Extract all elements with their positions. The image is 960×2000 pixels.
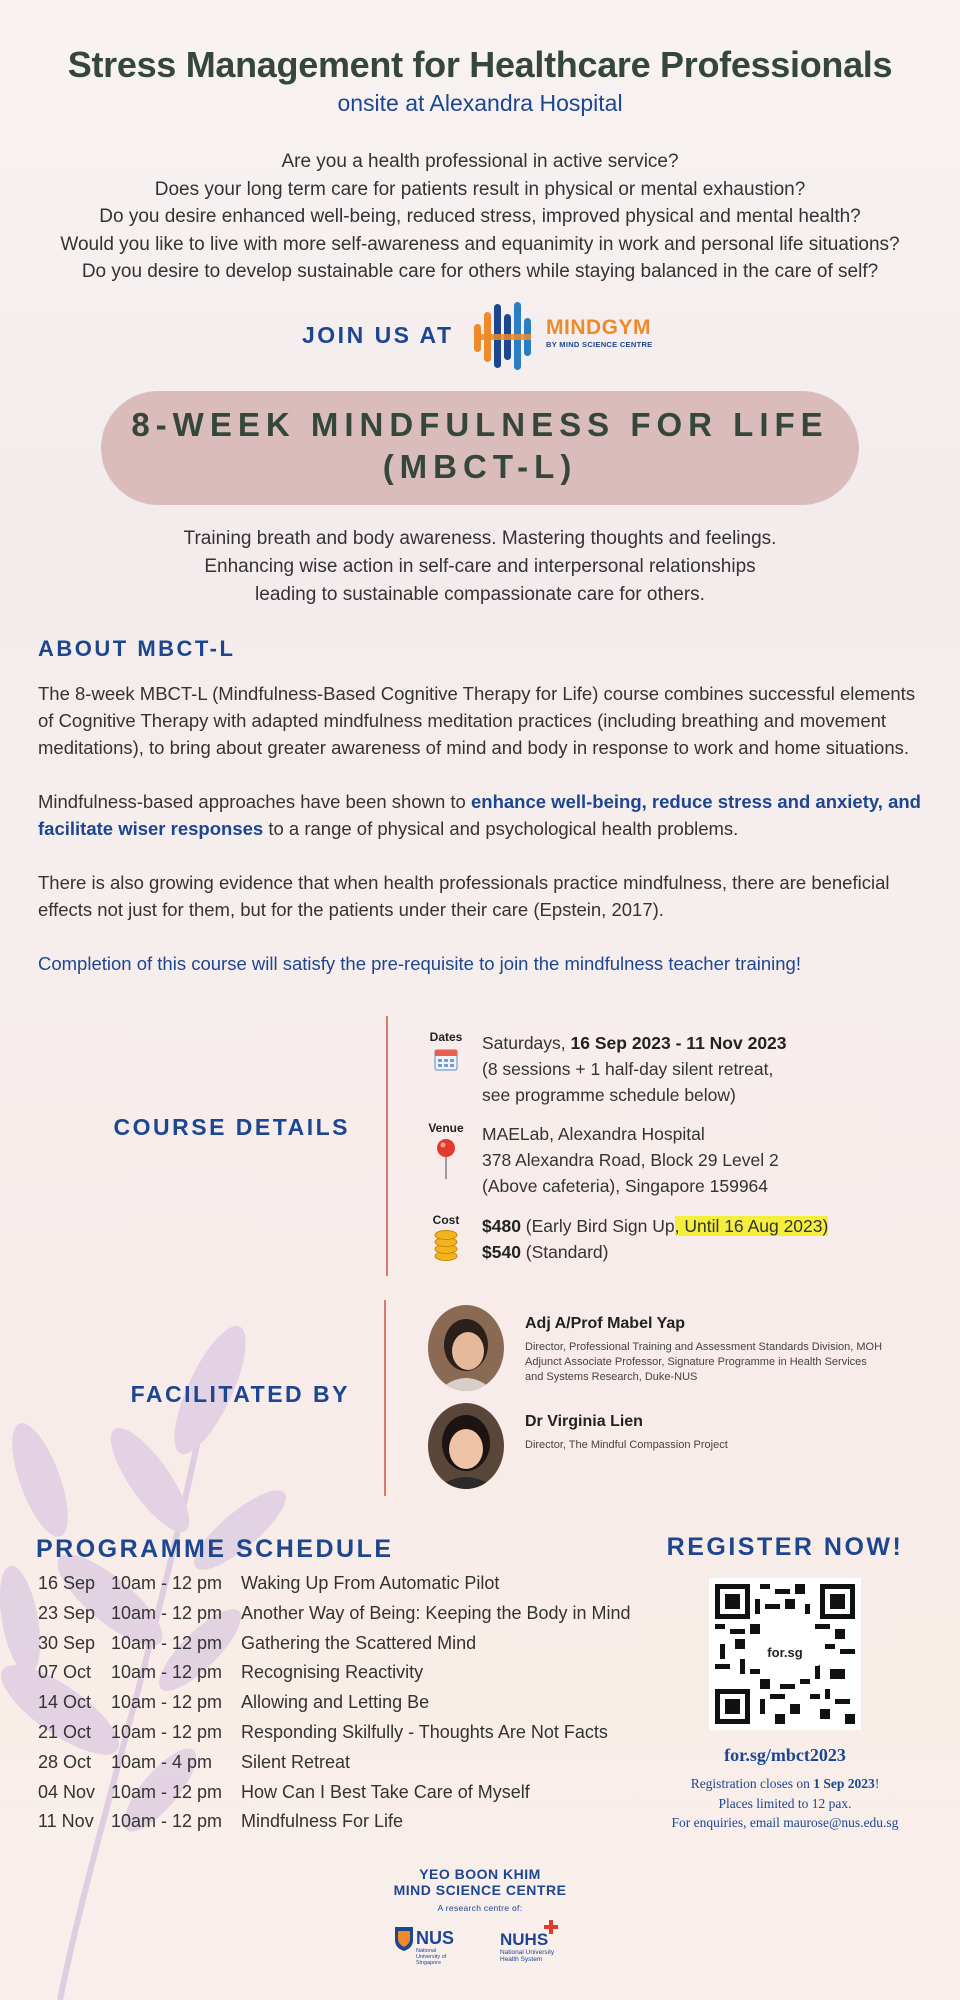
qr-badge: for.sg <box>749 1640 821 1666</box>
schedule-title: Silent Retreat <box>241 1751 351 1772</box>
about-heading: ABOUT MBCT-L <box>38 636 236 661</box>
dates-line3: see programme schedule below) <box>482 1085 736 1105</box>
about-paragraph-2 <box>38 788 928 842</box>
schedule-time: 10am - 12 pm <box>111 1662 223 1683</box>
about-body <box>38 680 928 1004</box>
nuhs-name: NUHS <box>500 1930 549 1949</box>
table-row <box>38 1658 658 1688</box>
question-line: Would you like to live with more self-awareness and equanimity in work and personal life situations? <box>60 233 900 255</box>
mindgym-logo <box>474 300 654 372</box>
map-pin-icon <box>434 1137 458 1181</box>
schedule-title: Gathering the Scattered Mind <box>241 1632 477 1653</box>
about-paragraph-1: The 8-week MBCT-L (Mindfulness-Based Cognitive Therapy for Life) course combines successful elements of Cognitive Therapy with adapted mindfulness meditation practices (including breathing and movement meditations), to bring about greater awareness of mind and body in response to work and home situations. <box>38 683 916 758</box>
about-paragraph-4: Completion of this course will satisfy the pre-requisite to join the mindfulness teacher training! <box>38 953 801 974</box>
tagline-line: Training breath and body awareness. Mastering thoughts and feelings. <box>183 528 777 549</box>
schedule-title: Waking Up From Automatic Pilot <box>241 1573 500 1593</box>
schedule-time: 10am - 12 pm <box>111 1811 223 1832</box>
schedule-table <box>38 1569 658 1837</box>
course-details-heading: COURSE DETAILS <box>113 1114 350 1140</box>
cost-early-line <box>482 1213 902 1239</box>
nus-name: NUS <box>416 1928 455 1948</box>
registration-qr-code[interactable] <box>709 1578 861 1730</box>
course-title-banner <box>101 391 859 505</box>
schedule-time: 10am - 12 pm <box>111 1721 223 1742</box>
schedule-title: Allowing and Letting Be <box>241 1692 430 1713</box>
schedule-time: 10am - 12 pm <box>111 1632 223 1653</box>
facilitator-card <box>428 1305 928 1395</box>
schedule-date: 21 Oct <box>38 1721 92 1742</box>
divider-line <box>386 1016 388 1276</box>
table-row <box>38 1778 658 1808</box>
schedule-date: 11 Nov <box>38 1811 94 1832</box>
schedule-date: 23 Sep <box>38 1602 96 1623</box>
schedule-time: 10am - 12 pm <box>111 1602 223 1623</box>
schedule-title: Recognising Reactivity <box>241 1662 424 1683</box>
dates-row <box>425 1030 905 1110</box>
schedule-time: 10am - 12 pm <box>111 1692 223 1713</box>
registration-closes <box>640 1774 930 1794</box>
cost-row <box>425 1213 905 1273</box>
table-row <box>38 1748 658 1778</box>
cost-label: Cost <box>432 1213 460 1227</box>
early-deadline-highlight: , Until 16 Aug 2023) <box>674 1216 829 1236</box>
registration-link[interactable]: for.sg/mbct2023 <box>724 1745 846 1765</box>
registration-places: Places limited to 12 pax. <box>718 1795 852 1811</box>
schedule-date: 16 Sep <box>38 1573 96 1593</box>
questions-block <box>0 148 960 286</box>
closes-text: Registration closes on <box>690 1776 814 1791</box>
avatar <box>428 1403 504 1489</box>
schedule-date: 04 Nov <box>38 1781 96 1802</box>
facilitator-name: Adj A/Prof Mabel Yap <box>525 1315 686 1332</box>
early-price: $480 <box>482 1216 521 1236</box>
nus-crest-icon <box>394 1926 414 1952</box>
footer-research-of: A research centre of: <box>437 1903 523 1913</box>
about-p2-text-end: to a range of physical and psychological health problems. <box>263 818 739 839</box>
schedule-title: Another Way of Being: Keeping the Body in Mind <box>241 1602 631 1623</box>
schedule-title: Mindfulness For Life <box>241 1811 404 1832</box>
table-row <box>38 1718 658 1748</box>
table-row <box>38 1629 658 1659</box>
dates-prefix: Saturdays, <box>482 1033 571 1053</box>
registration-info <box>640 1774 930 1833</box>
schedule-date: 28 Oct <box>38 1751 92 1772</box>
about-paragraph-3: There is also growing evidence that when health professionals practice mindfulness, there are beneficial effects not just for them, but for the patients under their care (Epstein, 2017). <box>38 872 890 920</box>
venue-label: Venue <box>428 1121 464 1135</box>
registration-enquiries: For enquiries, email maurose@nus.edu.sg <box>671 1815 899 1830</box>
schedule-title: How Can I Best Take Care of Myself <box>241 1781 530 1802</box>
avatar <box>428 1305 504 1391</box>
facilitated-by-heading: FACILITATED BY <box>130 1381 350 1407</box>
schedule-time: 10am - 4 pm <box>111 1751 213 1772</box>
nus-subtitle: National University of Singapore <box>416 1948 447 1966</box>
dates-range: 16 Sep 2023 - 11 Nov 2023 <box>570 1033 787 1053</box>
early-text: (Early Bird Sign Up <box>520 1216 675 1236</box>
facilitator-desc-line: and Systems Research, Duke-NUS <box>525 1371 698 1383</box>
closes-suffix: ! <box>874 1776 880 1791</box>
facilitator-desc-line: Director, Professional Training and Assessment Standards Division, MOH <box>525 1341 883 1353</box>
nuhs-cross-icon <box>544 1920 558 1934</box>
facilitator-desc <box>525 1340 925 1385</box>
schedule-title: Responding Skilfully - Thoughts Are Not Facts <box>241 1721 608 1742</box>
venue-row <box>425 1121 905 1201</box>
join-row <box>0 300 960 372</box>
programme-schedule-heading: PROGRAMME SCHEDULE <box>36 1535 394 1563</box>
question-line: Do you desire to develop sustainable care for others while staying balanced in the care of self? <box>81 261 879 282</box>
facilitator-name: Dr Virginia Lien <box>525 1413 643 1430</box>
tagline <box>0 525 960 609</box>
tagline-line: leading to sustainable compassionate care for others. <box>255 584 705 605</box>
register-heading: REGISTER NOW! <box>666 1533 904 1561</box>
schedule-date: 30 Sep <box>38 1632 96 1653</box>
logo-name: MINDGYM <box>546 316 651 339</box>
table-row <box>38 1688 658 1718</box>
calendar-icon <box>433 1046 459 1072</box>
about-p2-text: Mindfulness-based approaches have been shown to <box>38 791 471 812</box>
cost-standard-line <box>482 1239 902 1265</box>
tagline-line: Enhancing wise action in self-care and interpersonal relationships <box>204 556 756 577</box>
footer-org-line1: YEO BOON KHIM <box>419 1866 541 1882</box>
dates-label: Dates <box>429 1030 463 1044</box>
join-text: JOIN US AT <box>302 322 454 348</box>
facilitator-card <box>428 1403 928 1493</box>
table-row <box>38 1807 658 1837</box>
mindgym-bars-icon <box>474 300 540 372</box>
facilitator-desc <box>525 1438 925 1453</box>
course-title-line1: 8-WEEK MINDFULNESS FOR LIFE <box>131 406 829 443</box>
question-line: Does your long term care for patients result in physical or mental exhaustion? <box>154 178 806 200</box>
standard-price: $540 <box>482 1242 521 1262</box>
logo-subtitle: BY MIND SCIENCE CENTRE <box>546 340 653 349</box>
venue-line2: 378 Alexandra Road, Block 29 Level 2 <box>482 1150 779 1170</box>
table-row <box>38 1599 658 1629</box>
schedule-date: 07 Oct <box>38 1662 92 1683</box>
partner-logos <box>394 1920 574 1966</box>
page-subtitle: onsite at Alexandra Hospital <box>337 90 623 116</box>
venue-line3: (Above cafeteria), Singapore 159964 <box>482 1176 769 1196</box>
about-p2-highlight: enhance well-being, reduce stress and anxiety, and facilitate wiser responses <box>38 791 921 839</box>
closes-date: 1 Sep 2023 <box>813 1776 875 1791</box>
divider-line <box>384 1300 386 1496</box>
footer-org-line2: MIND SCIENCE CENTRE <box>393 1882 567 1898</box>
facilitator-desc-line: Director, The Mindful Compassion Project <box>525 1439 728 1451</box>
schedule-date: 14 Oct <box>38 1692 92 1713</box>
table-row <box>38 1569 658 1599</box>
dates-line1 <box>482 1030 902 1056</box>
page-title: Stress Management for Healthcare Professionals <box>67 44 893 85</box>
venue-line1: MAELab, Alexandra Hospital <box>482 1124 705 1144</box>
question-line: Do you desire enhanced well-being, reduced stress, improved physical and mental health? <box>99 206 861 227</box>
standard-text: (Standard) <box>520 1242 609 1262</box>
nuhs-subtitle: National University Health System <box>500 1949 555 1963</box>
schedule-time: 10am - 12 pm <box>111 1573 223 1593</box>
question-line: Are you a health professional in active service? <box>281 151 679 172</box>
facilitator-desc-line: Adjunct Associate Professor, Signature Programme in Health Services <box>525 1356 867 1368</box>
dates-line2: (8 sessions + 1 half-day silent retreat, <box>482 1059 774 1079</box>
schedule-time: 10am - 12 pm <box>111 1781 223 1802</box>
coins-icon <box>433 1228 459 1262</box>
footer <box>330 1866 630 1913</box>
course-title-line2: (MBCT-L) <box>382 448 578 485</box>
